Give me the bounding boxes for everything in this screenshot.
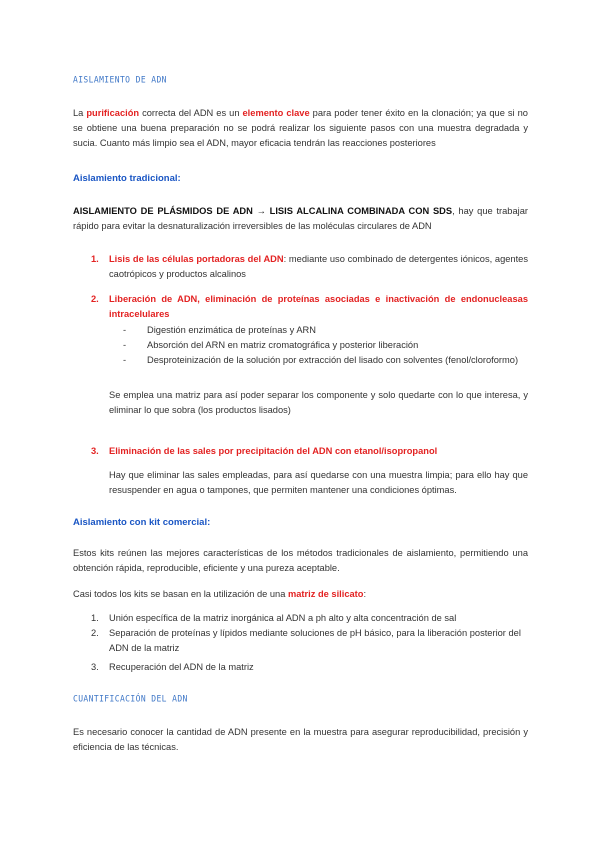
intro-text: para poder tener éxito en la clonación; ya que si no se obtiene una buena preparación no se podrá realizar los siguiente pasos con una muestra degradada y sucia. Cuanto más limpio sea el ADN, mayor eficacia tendrán las reacciones posteriores [73,108,528,148]
kit-silicato-paragraph [73,587,528,602]
step-title: Liberación de ADN, eliminación de proteínas asociadas e inactivación de endonucleasas intracelulares [109,294,528,319]
kit-text: Casi todos los kits se basan en la utilización de una [73,589,288,599]
traditional-lead-paragraph [73,204,528,234]
step-3 [91,444,528,459]
list-number: 3. [91,662,99,672]
kit-steps-list [91,611,528,675]
step-2 [91,292,528,322]
intro-paragraph [73,106,528,151]
list-number: 1. [91,613,99,623]
highlight-purificacion: purificación [86,108,140,118]
list-item: - Desproteinización de la solución por extracción del lisado con solventes (fenol/cloroformo) [123,353,533,368]
intro-text: correcta del ADN es un [139,108,243,118]
step-number: 2. [91,294,99,304]
subheading-kit-comercial: Aislamiento con kit comercial: [73,517,211,528]
list-item: - Absorción del ARN en matriz cromatográfica y posterior liberación [123,338,533,353]
step-text: : mediante uso combinado de detergentes iónicos, agentes caotrópicos y productos alcalinos [109,254,528,279]
list-item [91,611,528,626]
step-number: 1. [91,254,99,264]
highlight-elemento-clave: elemento clave [242,108,310,118]
lead-bold-text: AISLAMIENTO DE PLÁSMIDOS DE ADN → LISIS ALCALINA COMBINADA CON SDS [73,206,453,216]
cuantificacion-paragraph: Es necesario conocer la cantidad de ADN presente en la muestra para asegurar reproducibilidad, precisión y eficiencia de las técnicas. [73,727,528,752]
list-item [91,660,528,675]
list-item: - Digestión enzimática de proteínas y ARN [123,323,533,338]
highlight-matriz-silicato: matriz de silicato [288,589,364,599]
intro-text: La [73,108,87,118]
section-heading-cuantificacion: CUANTIFICACIÓN DEL ADN [73,693,188,704]
step-title: Lisis de las células portadoras del ADN [109,254,284,264]
step-3-note: Hay que eliminar las sales empleadas, para así quedarse con una muestra limpia; para ello hay que resuspender en agua o tampones, que permiten mantener una condiciones óptimas. [109,470,528,495]
list-text: Separación de proteínas y lípidos mediante soluciones de pH básico, para la liberación posterior del ADN de la matriz [109,628,521,653]
step-title: Eliminación de las sales por precipitación del ADN con etanol/isopropanol [109,446,438,456]
kit-paragraph: Estos kits reúnen las mejores características de los métodos tradicionales de aislamiento, permitiendo una obtención rápida, reproducible, eficiente y una pureza aceptable. [73,548,528,573]
section-heading-aislamiento: AISLAMIENTO DE ADN [73,74,167,85]
kit-text: : [363,589,367,599]
subheading-tradicional: Aislamiento tradicional: [73,173,181,184]
list-text: Unión específica de la matriz inorgánica al ADN a ph alto y alta concentración de sal [109,613,457,623]
step-number: 3. [91,446,99,456]
lead-text: , hay que trabajar rápido para evitar la desnaturalización irreversibles de las moléculas circulares de ADN [73,206,528,231]
step-2-bullet-list [123,323,533,368]
list-number: 2. [91,628,99,638]
list-text: Recuperación del ADN de la matriz [109,662,254,672]
list-item [91,626,528,656]
step-1 [91,252,528,282]
step-2-note: Se emplea una matriz para así poder separar los componente y solo quedarte con lo que interesa, y eliminar lo que sobra (los productos lisados) [109,390,528,415]
